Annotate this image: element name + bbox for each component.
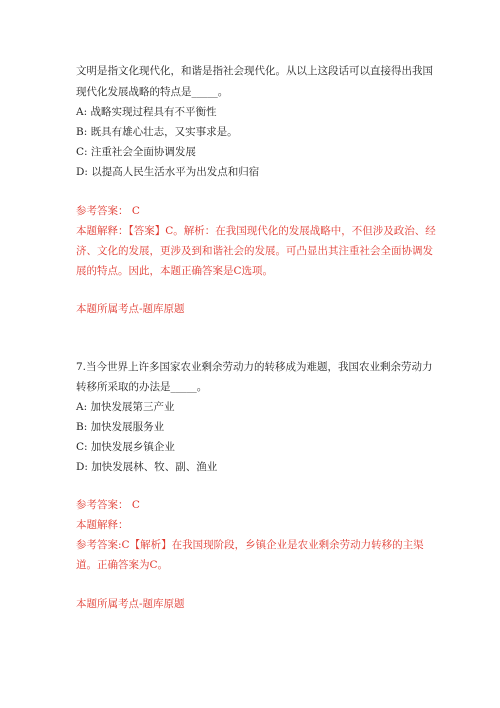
q7-option-b: B: 加快发展服务业 bbox=[76, 421, 165, 433]
q7-explanation-line-1: 参考答案:C【解析】在我国现阶段，乡镇企业是农业剩余劳动力转移的主渠 bbox=[76, 539, 424, 551]
q6-option-a: A: 战略实现过程具有不平衡性 bbox=[76, 106, 217, 118]
q6-stem-line-2: 现代化发展战略的特点是_____。 bbox=[76, 86, 229, 98]
q6-stem-line-1: 文明是指文化现代化，和谐是指社会现代化。从以上这段话可以直接得出我国 bbox=[76, 65, 433, 77]
q6-option-c: C: 注重社会全面协调发展 bbox=[76, 146, 196, 158]
q6-explanation-line-1: 本题解释：【答案】C。解析：在我国现代化的发展战略中，不但涉及政治、经 bbox=[76, 225, 436, 237]
q7-explanation-line-2: 道。正确答案为C。 bbox=[76, 559, 169, 571]
q6-answer: 参考答案： C bbox=[76, 205, 140, 217]
q6-explanation-line-2: 济、文化的发展，更涉及到和谐社会的发展。可凸显出其注重社会全面协调发 bbox=[76, 245, 433, 257]
q7-explanation-label: 本题解释： bbox=[76, 519, 129, 531]
q7-option-a: A: 加快发展第三产业 bbox=[76, 401, 175, 413]
q6-option-d: D: 以提高人民生活水平为出发点和归宿 bbox=[76, 166, 260, 178]
q6-option-b: B: 既具有雄心壮志，又实事求是。 bbox=[76, 126, 238, 138]
q7-stem-line-2: 转移所采取的办法是_____。 bbox=[76, 381, 208, 393]
q7-stem-line-1: 7.当今世界上许多国家农业剩余劳动力的转移成为难题，我国农业剩余劳动力 bbox=[76, 361, 433, 373]
q7-option-d: D: 加快发展林、牧、副、渔业 bbox=[76, 461, 218, 473]
q7-option-c: C: 加快发展乡镇企业 bbox=[76, 441, 175, 453]
q6-source: 本题所属考点-题库原题 bbox=[76, 303, 185, 315]
q7-source: 本题所属考点-题库原题 bbox=[76, 598, 185, 610]
q7-answer: 参考答案： C bbox=[76, 499, 140, 511]
q6-explanation-line-3: 展的特点。因此，本题正确答案是C选项。 bbox=[76, 265, 274, 277]
